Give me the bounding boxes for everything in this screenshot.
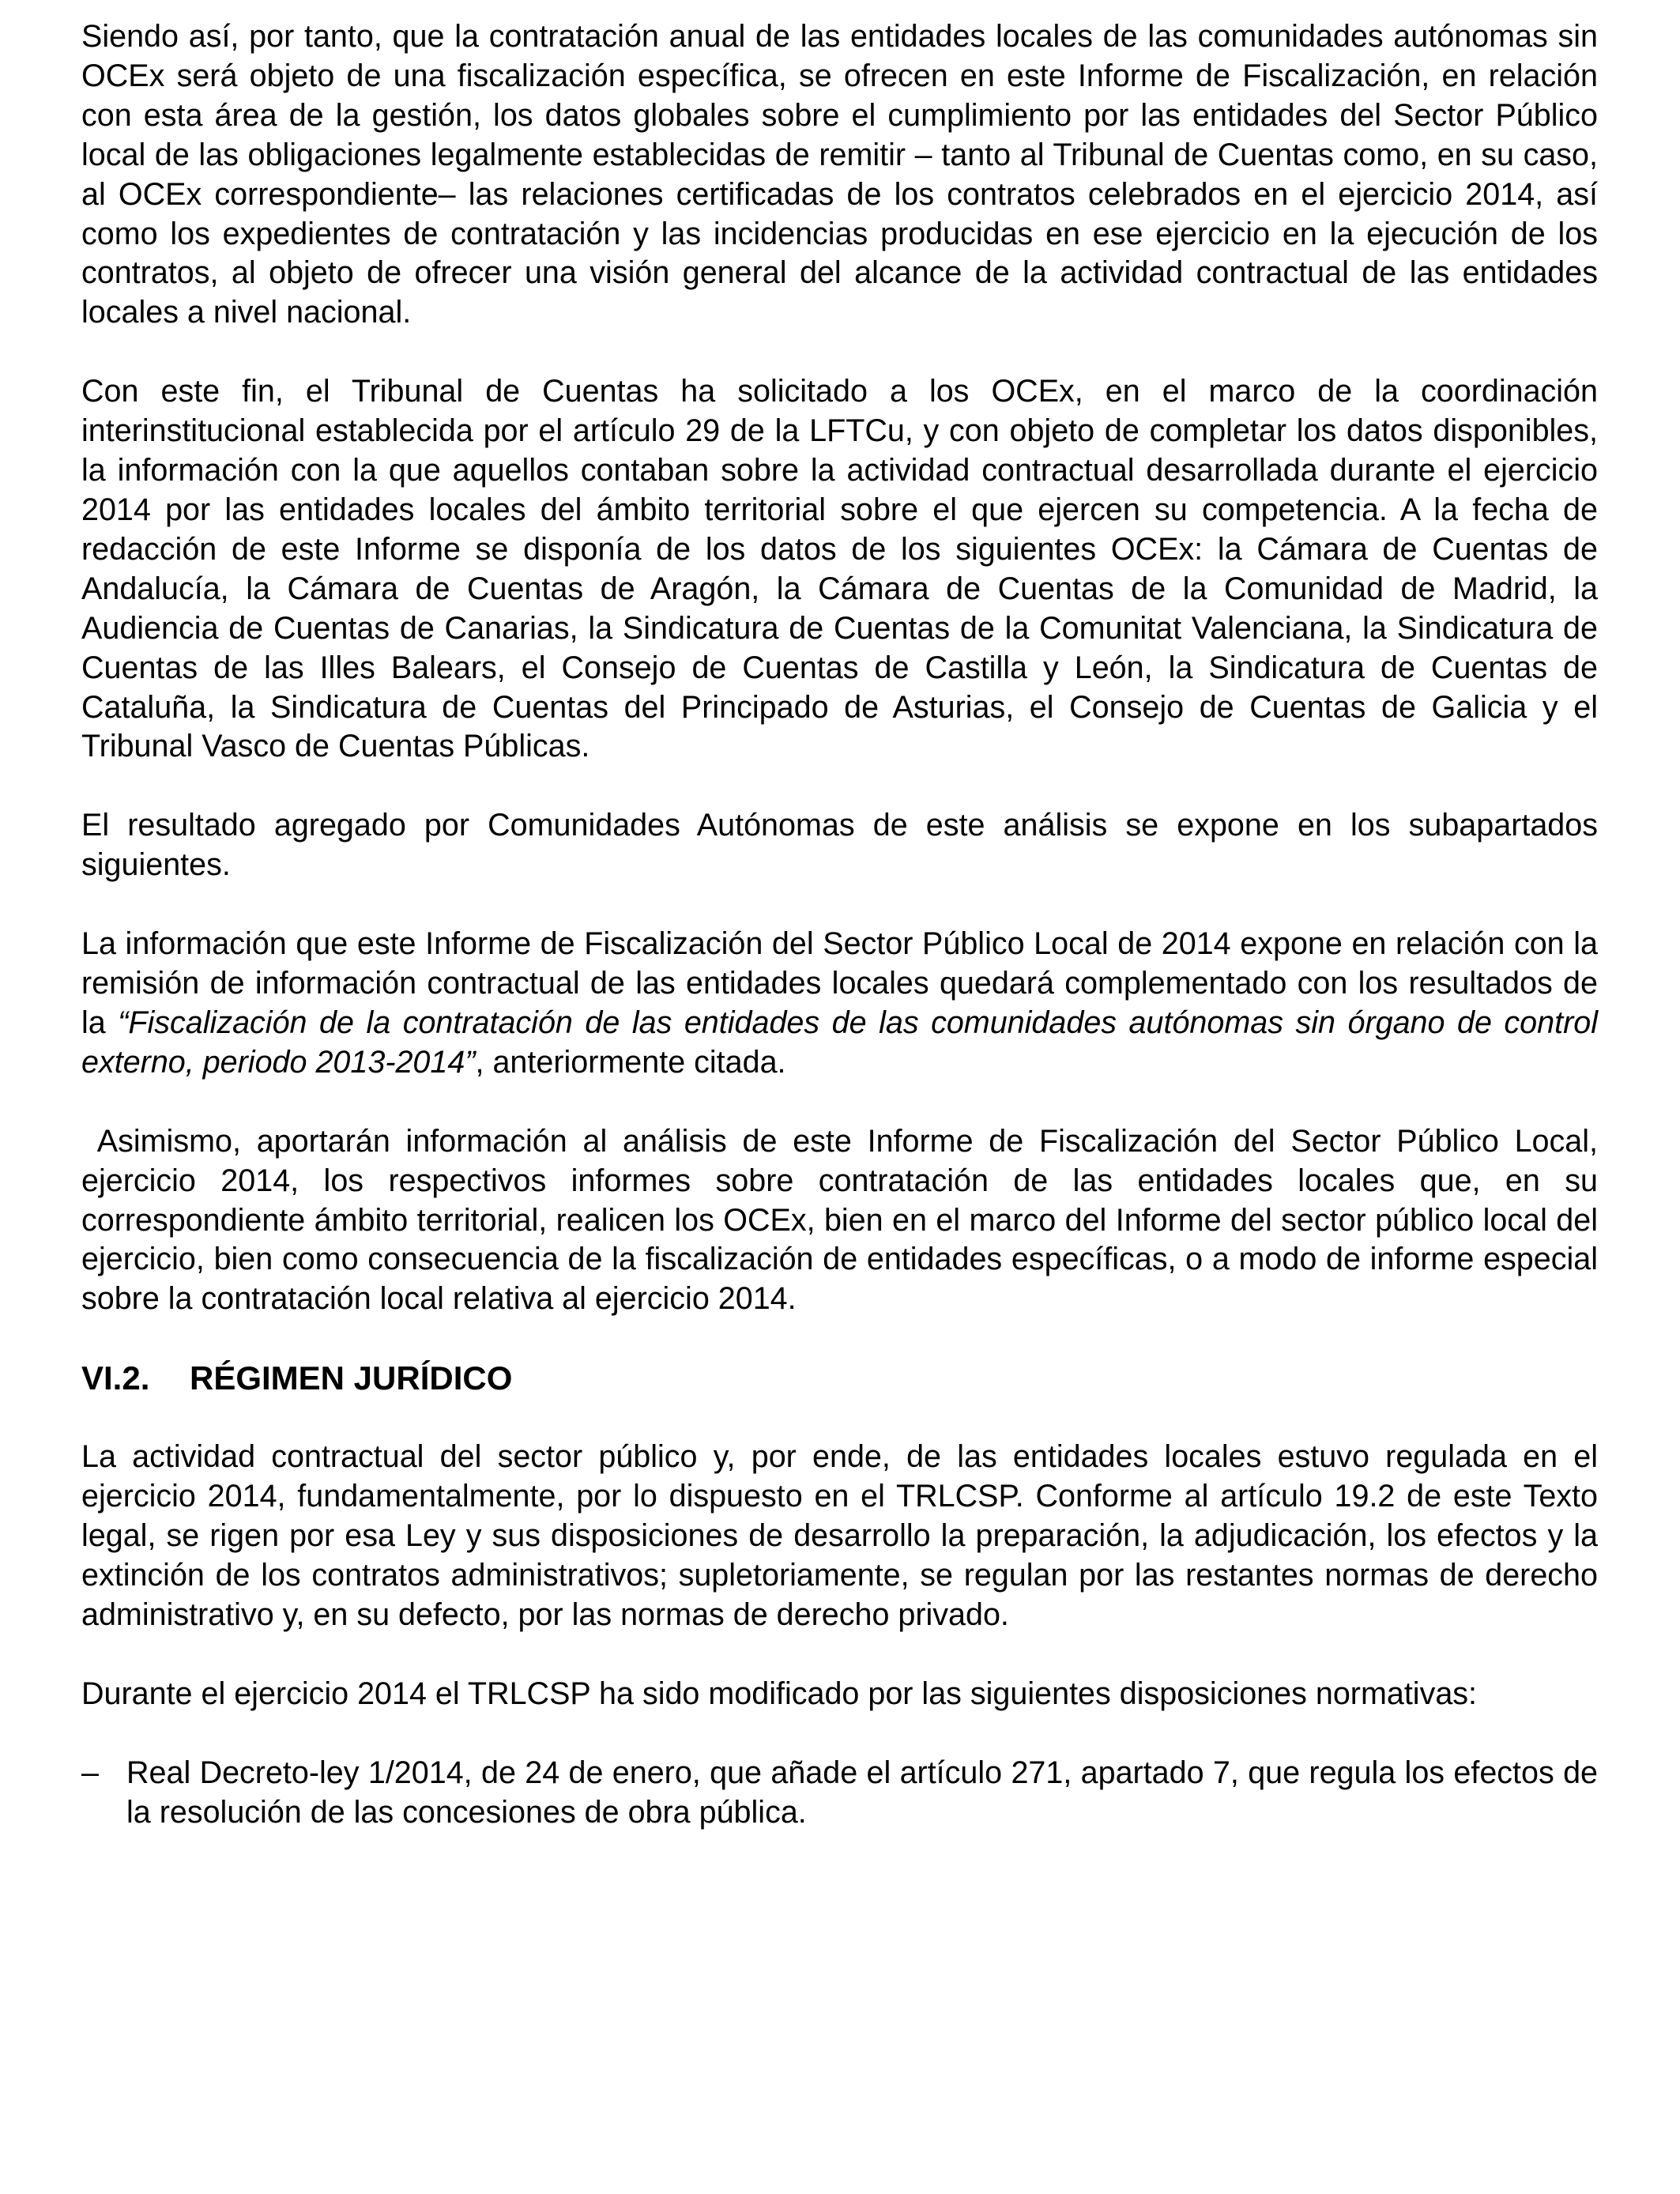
paragraph-informacion-complementaria — [81, 925, 1598, 1083]
paragraph-fiscalizacion-especifica: Siendo así, por tanto, que la contratación anual de las entidades locales de las comunidades autónomas sin OCEx será objeto de una fiscalización específica, se ofrecen en este Informe de Fiscalización, en relación con esta área de la gestión, los datos globales sobre el cumplimiento por las entidades del Sector Público local de las obligaciones legalmente establecidas de remitir – tanto al Tribunal de Cuentas como, en su caso, al OCEx correspondiente– las relaciones certificadas de los contratos celebrados en el ejercicio 2014, así como los expedientes de contratación y las incidencias producidas en ese ejercicio en la ejecución de los contratos, al objeto de ofrecer una visión general del alcance de la actividad contractual de las entidades locales a nivel nacional. — [81, 19, 1598, 330]
paragraph-actividad-contractual: La actividad contractual del sector público y, por ende, de las entidades locales estuvo regulada en el ejercicio 2014, fundamentalmente, por lo dispuesto en el TRLCSP. Conforme al artículo 19.2 de este Texto legal, se rigen por esa Ley y sus disposiciones de desarrollo la preparación, la adjudicación, los efectos y la extinción de los contratos administrativos; supletoriamente, se regulan por las restantes normas de derecho administrativo y, en su defecto, por las normas de derecho privado. — [81, 1439, 1598, 1632]
paragraph-solicitud-ocex: Con este fin, el Tribunal de Cuentas ha solicitado a los OCEx, en el marco de la coordinación interinstitucional establecida por el artículo 29 de la LFTCu, y con objeto de completar los datos disponibles, la información con la que aquellos contaban sobre la actividad contractual desarrollada durante el ejercicio 2014 por las entidades locales del ámbito territorial sobre el que ejercen su competencia. A la fecha de redacción de este Informe se disponía de los datos de los siguientes OCEx: la Cámara de Cuentas de Andalucía, la Cámara de Cuentas de Aragón, la Cámara de Cuentas de la Comunidad de Madrid, la Audiencia de Cuentas de Canarias, la Sindicatura de Cuentas de la Comunitat Valenciana, la Sindicatura de Cuentas de las Illes Balears, el Consejo de Cuentas de Castilla y León, la Sindicatura de Cuentas de Cataluña, la Sindicatura de Cuentas del Principado de Asturias, el Consejo de Cuentas de Galicia y el Tribunal Vasco de Cuentas Públicas. — [81, 374, 1598, 764]
paragraph-resultado-agregado: El resultado agregado por Comunidades Autónomas de este análisis se expone en los subapartados siguientes. — [81, 808, 1598, 883]
modifications-list — [81, 1754, 1598, 1833]
paragraph-asimismo — [81, 1122, 1598, 1320]
paragraph-asimismo-text: Asimismo, aportarán información al análisis de este Informe de Fiscalización del Sector Público Local, ejercicio 2014, los respectivos informes sobre contratación de las entidades locales que, en su correspondiente ámbito territorial, realicen los OCEx, bien en el marco del Informe del sector público local del ejercicio, bien como consecuencia de la fiscalización de entidades específicas, o a modo de informe especial sobre la contratación local relativa al ejercicio 2014. — [81, 1123, 1598, 1317]
list-item — [81, 1754, 1598, 1833]
paragraph-informacion-text-end: , anteriormente citada. — [475, 1044, 786, 1080]
paragraph-informacion-text-start: La información que este Informe de Fiscalización del Sector Público Local de 2014 expone en relación con la remisión de información contractual de las entidades locales quedará complementado con los resultados de la — [81, 926, 1598, 1040]
list-item-text: Real Decreto-ley 1/2014, de 24 de enero, que añade el artículo 271, apartado 7, que regula los efectos de la resolución de las concesiones de obra pública. — [126, 1755, 1598, 1830]
dash-bullet: – — [81, 1755, 99, 1790]
paragraph-modificaciones: Durante el ejercicio 2014 el TRLCSP ha sido modificado por las siguientes disposiciones normativas: — [81, 1676, 1478, 1711]
section-heading — [81, 1359, 1598, 1398]
section-title: RÉGIMEN JURÍDICO — [190, 1359, 513, 1397]
document-page — [81, 17, 1598, 1833]
cited-report-title: “Fiscalización de la contratación de las entidades de las comunidades autónomas sin órgano de control externo, periodo 2013-2014” — [81, 1005, 1598, 1080]
section-number: VI.2. — [81, 1359, 150, 1397]
